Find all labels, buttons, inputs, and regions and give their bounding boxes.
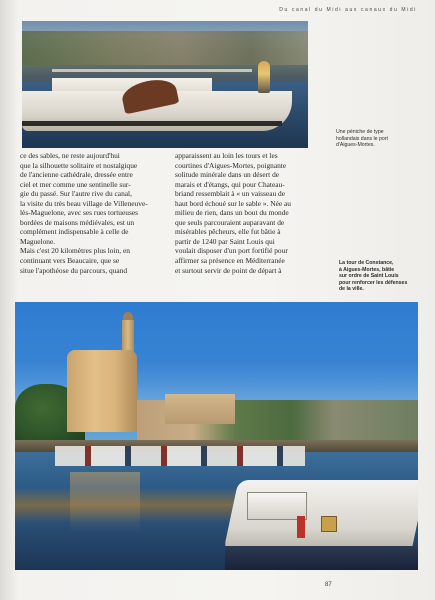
text-line: affirmer sa présence en Méditerranée — [175, 256, 285, 266]
text-line: lès-Maguelone, avec ses rues tortueuses — [20, 208, 139, 218]
text-line: ce des sables, ne reste aujourd'hui — [20, 151, 120, 160]
text-line: misérables pêcheurs, elle fut bâtie à — [175, 227, 281, 237]
page-number: 87 — [325, 582, 332, 588]
caption-line: pour renforcer les défenses — [339, 279, 408, 286]
photo-tower-reflection — [70, 472, 140, 532]
text-line: continuant vers Beaucaire, que se — [20, 256, 120, 266]
text-line: la visite du très beau village de Villeneuve- — [20, 198, 148, 208]
photo-barge-aigues-mortes — [22, 21, 308, 148]
text-line: Maguelone. — [20, 236, 56, 246]
photo-background-trees — [22, 31, 308, 65]
text-line: apparaissent au loin les tours et les — [175, 151, 278, 160]
caption-line: hollandais dans le port — [336, 135, 388, 142]
photo-ramparts — [165, 394, 235, 424]
running-head: Du canal du Midi aux canaux du Midi — [279, 7, 417, 13]
caption-line: La tour de Constance, — [339, 260, 394, 266]
text-line: voulait disposer d'un port fortifié pour — [175, 246, 288, 256]
text-line: que la silhouette solitaire et nostalgique — [20, 160, 138, 170]
text-column-left — [20, 151, 155, 275]
text-line: haut bord échoué sur le sable ». Née au — [175, 198, 291, 208]
photo-moored-boats — [55, 446, 305, 466]
photo-barge-door — [297, 516, 305, 538]
photo-person — [258, 61, 270, 93]
text-line: partir de 1240 par Saint Louis qui — [175, 236, 275, 246]
caption-line: sur ordre de Saint Louis — [339, 273, 399, 280]
text-line: que seuls parcouraient auparavant de — [175, 217, 285, 227]
caption-main-photo — [339, 260, 415, 293]
photo-barge-rail — [52, 69, 252, 72]
text-line: courtines d'Aigues-Mortes, poignante — [175, 160, 287, 170]
text-line: complément indispensable à celle de — [20, 227, 129, 237]
photo-barge-window — [321, 516, 337, 532]
text-line: bordées de maisons médiévales, est un — [20, 217, 135, 227]
photo-lantern-turret — [122, 320, 134, 354]
text-line: situe l'apothéose du parcours, quand — [20, 265, 128, 275]
text-line: briand ressemblait à « un vaisseau de — [175, 189, 286, 199]
text-line: ciel et mer comme une sentinelle sur- — [20, 179, 131, 189]
text-line: Mais c'est 20 kilomètres plus loin, en — [20, 246, 130, 256]
text-line: marais et d'étangs, qui pour Chateau- — [175, 179, 285, 189]
text-line: de l'ancienne cathédrale, dressée entre — [20, 170, 133, 180]
photo-barge-stripe — [22, 121, 282, 126]
text-line: milieu de rien, dans un bout du monde — [175, 208, 289, 218]
photo-barge-hull — [225, 546, 418, 570]
caption-line: à Aigues-Mortes, bâtie — [339, 266, 395, 273]
text-line: et surtout servir de point de départ à — [175, 265, 282, 275]
text-column-right — [175, 151, 310, 275]
text-line: gie du passé. Sur l'autre rive du canal, — [20, 189, 132, 199]
caption-top-photo — [336, 129, 414, 149]
text-line: solitude minérale dans un désert de — [175, 170, 280, 180]
caption-line: Une péniche de type — [336, 129, 384, 135]
photo-tower — [67, 350, 137, 432]
photo-tour-de-constance — [15, 302, 418, 570]
caption-line: d'Aigues-Mortes. — [336, 142, 375, 149]
caption-line: de la ville. — [339, 286, 364, 293]
